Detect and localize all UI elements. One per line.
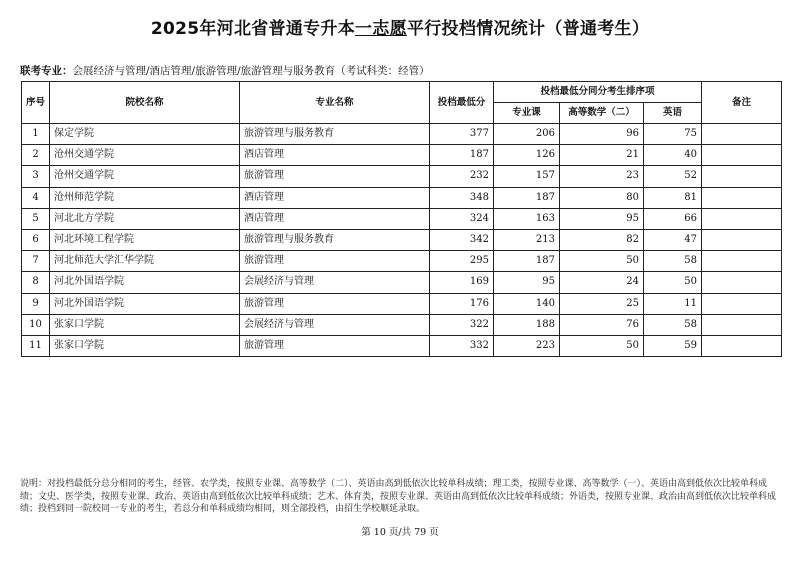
cell-remark [702,208,782,229]
cell-major-course: 163 [494,208,560,229]
cell-math: 76 [560,314,644,335]
cell-min-score: 324 [430,208,494,229]
cell-major: 旅游管理与服务教育 [240,229,430,250]
cell-school: 河北环境工程学院 [50,229,240,250]
cell-english: 50 [644,272,702,293]
cell-remark [702,272,782,293]
table-row [22,335,782,356]
cell-major-course: 206 [494,124,560,145]
cell-seq: 6 [22,229,50,250]
table-row [22,187,782,208]
cell-school: 张家口学院 [50,335,240,356]
cell-seq: 2 [22,145,50,166]
cell-min-score: 169 [430,272,494,293]
cell-major-course: 140 [494,293,560,314]
cell-math: 95 [560,208,644,229]
header-seq: 序号 [22,82,50,124]
cell-seq: 10 [22,314,50,335]
cell-school: 河北外国语学院 [50,272,240,293]
table-row [22,124,782,145]
cell-major: 旅游管理 [240,251,430,272]
cell-major: 旅游管理 [240,293,430,314]
title-part-2: 平行投档情况统计（普通考生） [406,19,650,39]
cell-min-score: 348 [430,187,494,208]
table-row [22,251,782,272]
cell-english: 47 [644,229,702,250]
cell-remark [702,187,782,208]
cell-english: 58 [644,314,702,335]
cell-english: 75 [644,124,702,145]
cell-school: 沧州交通学院 [50,145,240,166]
cell-english: 81 [644,187,702,208]
cell-english: 40 [644,145,702,166]
header-major: 专业名称 [240,82,430,124]
cell-min-score: 377 [430,124,494,145]
cell-remark [702,124,782,145]
major-line [20,63,430,78]
cell-math: 80 [560,187,644,208]
cell-english: 11 [644,293,702,314]
cell-school: 保定学院 [50,124,240,145]
cell-school: 沧州师范学院 [50,187,240,208]
cell-seq: 9 [22,293,50,314]
table-row [22,272,782,293]
admission-table [21,81,782,357]
cell-major-course: 187 [494,251,560,272]
table-row [22,229,782,250]
cell-seq: 4 [22,187,50,208]
cell-remark [702,229,782,250]
header-remark: 备注 [702,82,782,124]
header-min-score: 投档最低分 [430,82,494,124]
cell-min-score: 187 [430,145,494,166]
cell-major: 会展经济与管理 [240,272,430,293]
cell-major: 酒店管理 [240,208,430,229]
header-school: 院校名称 [50,82,240,124]
page-number: 第 10 页/共 79 页 [361,527,439,538]
cell-remark [702,335,782,356]
cell-major-course: 223 [494,335,560,356]
cell-english: 66 [644,208,702,229]
cell-major-course: 188 [494,314,560,335]
cell-math: 23 [560,166,644,187]
table-row [22,208,782,229]
cell-math: 82 [560,229,644,250]
cell-min-score: 322 [430,314,494,335]
header-sub-english: 英语 [644,103,702,124]
header-rank-group: 投档最低分同分考生排序项 [494,82,702,103]
cell-school: 河北北方学院 [50,208,240,229]
cell-seq: 7 [22,251,50,272]
cell-remark [702,251,782,272]
cell-school: 河北师范大学汇华学院 [50,251,240,272]
cell-major-course: 157 [494,166,560,187]
header-sub-math: 高等数学（二） [560,103,644,124]
major-label: 联考专业： [20,65,73,77]
cell-seq: 1 [22,124,50,145]
major-text: 会展经济与管理/酒店管理/旅游管理/旅游管理与服务教育（考试科类：经管） [72,65,430,77]
cell-school: 张家口学院 [50,314,240,335]
cell-math: 24 [560,272,644,293]
cell-min-score: 176 [430,293,494,314]
cell-major-course: 187 [494,187,560,208]
table-row [22,145,782,166]
title-part-1: 2025年河北省普通专升本 [150,19,356,39]
cell-major: 旅游管理与服务教育 [240,124,430,145]
cell-remark [702,293,782,314]
footnote: 说明：对投档最低分总分相同的考生，经管、农学类，按照专业课、高等数学（二）、英语由高到低依次比较单科成绩；理工类，按照专业课、高等数学（一）、英语由高到低依次比较单科成绩；文史、医学类，按照专业课、政治、英语由高到低依次比较单科成绩；艺术、体育类，按照专业课、英语由高到低依次比较单科成绩；外语类，按照专业课、政治由高到低依次比较单科成绩；投档到同一院校同一专业的考生，若总分和单科成绩均相同，则全部投档，由招生学校顺延录取。 [20,479,777,514]
cell-english: 52 [644,166,702,187]
cell-major: 旅游管理 [240,335,430,356]
cell-seq: 11 [22,335,50,356]
cell-min-score: 295 [430,251,494,272]
cell-math: 21 [560,145,644,166]
table-row [22,314,782,335]
cell-math: 25 [560,293,644,314]
cell-remark [702,145,782,166]
table-row [22,293,782,314]
cell-math: 96 [560,124,644,145]
page-title [0,14,800,39]
cell-major-course: 213 [494,229,560,250]
cell-min-score: 232 [430,166,494,187]
cell-min-score: 332 [430,335,494,356]
cell-english: 59 [644,335,702,356]
cell-school: 沧州交通学院 [50,166,240,187]
cell-major: 酒店管理 [240,187,430,208]
cell-major: 酒店管理 [240,145,430,166]
cell-seq: 5 [22,208,50,229]
cell-major: 会展经济与管理 [240,314,430,335]
cell-english: 58 [644,251,702,272]
cell-seq: 8 [22,272,50,293]
cell-math: 50 [560,251,644,272]
cell-math: 50 [560,335,644,356]
cell-school: 河北外国语学院 [50,293,240,314]
table-row [22,166,782,187]
cell-major: 旅游管理 [240,166,430,187]
cell-remark [702,166,782,187]
cell-remark [702,314,782,335]
header-sub-major-course: 专业课 [494,103,560,124]
cell-major-course: 95 [494,272,560,293]
cell-seq: 3 [22,166,50,187]
title-part-underlined: 一志愿 [355,19,407,39]
cell-min-score: 342 [430,229,494,250]
cell-major-course: 126 [494,145,560,166]
